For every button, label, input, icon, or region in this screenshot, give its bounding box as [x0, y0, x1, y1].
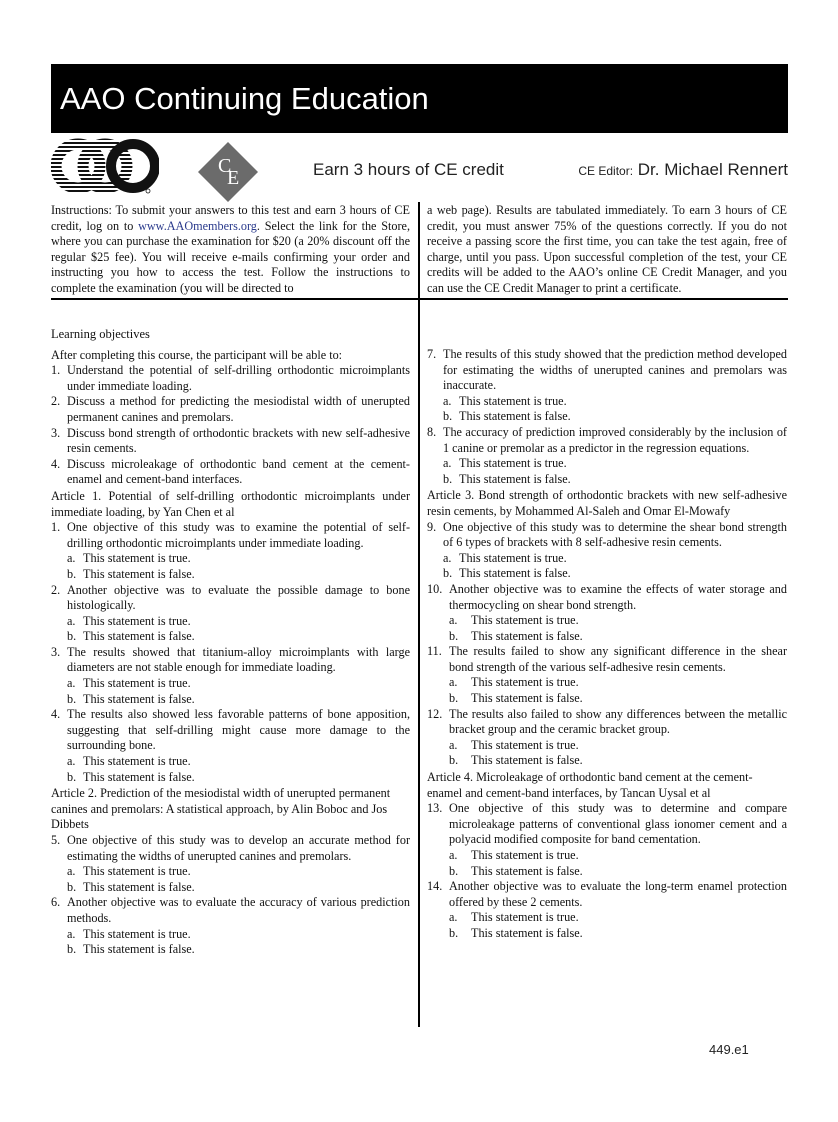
option-b[interactable]: b. This statement is false. — [449, 691, 583, 706]
editor-label: CE Editor: — [578, 164, 634, 178]
column-divider — [418, 202, 420, 1027]
option-a[interactable]: a. This statement is true. — [449, 613, 579, 628]
instructions-divider — [51, 298, 788, 300]
option-b[interactable]: b. This statement is false. — [449, 863, 583, 878]
option-b[interactable]: b. This statement is false. — [443, 409, 571, 424]
option-a[interactable]: a. This statement is true. — [443, 550, 567, 565]
question-2: 2. Another objective was to evaluate the possible damage to bone histologically. a. This statement is true. b. This statement is false. — [51, 582, 410, 644]
question-12: 12. The results also failed to show any differences between the metallic bracket group and the ceramic bracket group. a. This statement is true. b. This statement is false. — [427, 706, 787, 768]
article-4-title: Article 4. Microleakage of orthodontic band cement at the cement-enamel and cement-band interfaces, by Tancan Uysal et al — [427, 770, 753, 800]
objective-item: 1. Understand the potential of self-drilling orthodontic microimplants under immediate loading. — [51, 363, 410, 393]
option-b[interactable]: b. This statement is false. — [67, 769, 195, 784]
question-10: 10. Another objective was to examine the effects of water storage and thermocycling on shear bond strength. a. This statement is true. b. This statement is false. — [427, 581, 787, 643]
option-a[interactable]: a. This statement is true. — [67, 676, 191, 691]
instructions-right: a web page). Results are tabulated immediately. To earn 3 hours of CE credit, you must answer 75% of the questions correctly. If you do not receive a passing score the first time, you can take the test again, free of charge, until you pass. Upon successful completion of the test, your CE credits will be added to the AAO’s online CE Credit Manager, and you can use the CE Credit Manager to print a certificate. — [427, 203, 787, 295]
svg-text:E: E — [227, 167, 240, 189]
option-b[interactable]: b. This statement is false. — [449, 753, 583, 768]
option-b[interactable]: b. This statement is false. — [443, 471, 571, 486]
option-a[interactable]: a. This statement is true. — [67, 551, 191, 566]
question-4: 4. The results also showed less favorable patterns of bone apposition, suggesting that self-drilling might cause more damage to the surrounding bone. a. This statement is true. b. This statement is false. — [51, 707, 410, 784]
article-2-questions-right — [427, 347, 787, 487]
question-3: 3. The results showed that titanium-alloy microimplants with large diameters are not stable enough for immediate loading. a. This statement is true. b. This statement is false. — [51, 644, 410, 706]
option-b[interactable]: b. This statement is false. — [67, 629, 195, 644]
instructions-text: Instructions: To submit your answers to this test and earn 3 hours of CE credit, log on to — [51, 203, 410, 233]
option-a[interactable]: a. This statement is true. — [449, 675, 579, 690]
aao-members-link[interactable]: www.AAOmembers.org — [138, 218, 257, 233]
question-1: 1. One objective of this study was to examine the potential of self-drilling orthodontic microimplants under immediate loading. a. This statement is true. b. This statement is false. — [51, 520, 410, 581]
objective-item: 3. Discuss bond strength of orthodontic brackets with new self-adhesive resin cements. — [51, 425, 410, 456]
question-14: 14. Another objective was to evaluate the long-term enamel protection offered by these 2 cements. a. This statement is true. b. This statement is false. — [427, 879, 787, 940]
option-b[interactable]: b. This statement is false. — [67, 566, 195, 581]
instructions-text-cont: . Select the link for the Store, where you can purchase the examination for $20 (a 20% discount off the regular $25 fee). You will receive e-mails confirming your order and instructing you how to access the test. Follow the instructions to complete the examination (you will be directed to — [51, 218, 410, 295]
left-column — [51, 327, 410, 958]
option-a[interactable]: a. This statement is true. — [443, 393, 567, 408]
option-a[interactable]: a. This statement is true. — [443, 456, 567, 471]
option-b[interactable]: b. This statement is false. — [67, 942, 195, 957]
question-11: 11. The results failed to show any significant difference in the shear bond strength of the various self-adhesive resin cements. a. This statement is true. b. This statement is false. — [427, 644, 787, 706]
right-column — [427, 347, 787, 942]
learning-objectives-list — [51, 363, 410, 488]
learning-objectives-intro: After completing this course, the participant will be able to: — [51, 347, 343, 362]
article-3-questions — [427, 520, 787, 582]
question-9: 9. One objective of this study was to determine the shear bond strength of 6 types of brackets with 8 self-adhesive resin cements. a. This statement is true. b. This statement is false. — [427, 519, 787, 581]
option-a[interactable]: a. This statement is true. — [67, 926, 191, 941]
page-number: 449.e1 — [709, 1042, 749, 1057]
article-2-title: Article 2. Prediction of the mesiodistal width of unerupted permanent canines and premolars: A statistical approach, by Alin Boboc and Jos Dibbets — [51, 786, 391, 832]
ce-editor — [578, 160, 788, 180]
article-2-questions-left — [51, 833, 410, 958]
ce-diamond-icon — [196, 140, 260, 204]
option-b[interactable]: b. This statement is false. — [443, 566, 571, 581]
option-b[interactable]: b. This statement is false. — [67, 879, 195, 894]
option-a[interactable]: a. This statement is true. — [449, 910, 579, 925]
question-8: 8. The accuracy of prediction improved considerably by the inclusion of 1 canine or premolar as a predictor in the regression equations. a. This statement is true. b. This statement is false. — [427, 424, 787, 486]
option-b[interactable]: b. This statement is false. — [449, 628, 583, 643]
option-b[interactable]: b. This statement is false. — [67, 691, 195, 706]
learning-objectives-heading: Learning objectives — [51, 327, 150, 341]
option-a[interactable]: a. This statement is true. — [67, 754, 191, 769]
page-title-banner: AAO Continuing Education — [51, 64, 788, 133]
objective-item: 2. Discuss a method for predicting the mesiodistal width of unerupted permanent canines and premolars. — [51, 394, 410, 424]
article-3-questions-cont — [427, 582, 787, 769]
option-b[interactable]: b. This statement is false. — [449, 925, 583, 940]
objective-item: 4. Discuss microleakage of orthodontic band cement at the cement-enamel and cement-band interfaces. — [51, 456, 410, 487]
option-a[interactable]: a. This statement is true. — [67, 613, 191, 628]
aao-logo-icon — [51, 138, 159, 196]
article-3-title: Article 3. Bond strength of orthodontic brackets with new self-adhesive resin cements, by Mohammed Al-Saleh and Omar El-Mowafy — [427, 488, 787, 518]
svg-text:C: C — [218, 155, 232, 177]
option-a[interactable]: a. This statement is true. — [67, 864, 191, 879]
instructions-left — [51, 203, 410, 297]
question-7: 7. The results of this study showed that the prediction method developed for estimating the widths of unerupted canines and premolars was inaccurate. a. This statement is true. b. This statement is false. — [427, 347, 787, 424]
question-6: 6. Another objective was to evaluate the accuracy of various prediction methods. a. This statement is true. b. This statement is false. — [51, 895, 410, 957]
editor-name: Dr. Michael Rennert — [637, 160, 788, 179]
question-5: 5. One objective of this study was to develop an accurate method for estimating the widths of unerupted canines and premolars. a. This statement is true. b. This statement is false. — [51, 833, 410, 894]
article-1-title: Article 1. Potential of self-drilling orthodontic microimplants under immediate loading, by Yan Chen et al — [51, 488, 410, 519]
question-13: 13. One objective of this study was to determine and compare microleakage patterns of conventional glass ionomer cement and a polyacid modified composite for band cementation. a. This statement is true. b. This statement is false. — [427, 801, 787, 878]
option-a[interactable]: a. This statement is true. — [449, 737, 579, 752]
article-4-questions — [427, 801, 787, 941]
article-1-questions — [51, 520, 410, 785]
credit-hours-text: Earn 3 hours of CE credit — [313, 160, 504, 179]
option-a[interactable]: a. This statement is true. — [449, 848, 579, 862]
